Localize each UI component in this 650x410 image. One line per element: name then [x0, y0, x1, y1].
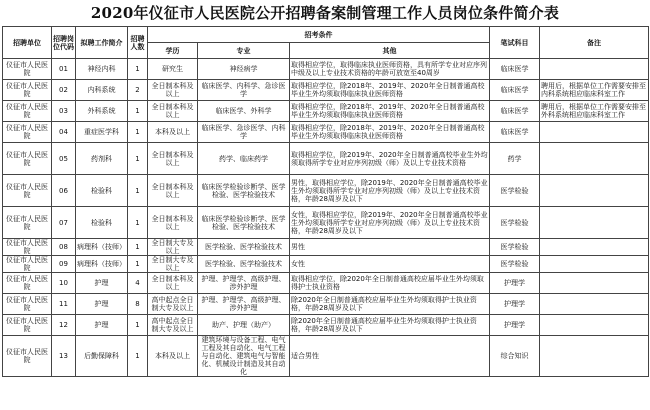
- cell-code: 01: [52, 59, 76, 80]
- header-code: 招聘岗位代码: [52, 27, 76, 59]
- cell-other: 取得相应学位，除2019年、2020年全日制普通高校毕业生外均须取得所学专业对应序列初级（师）及以上专业技术资格: [290, 143, 490, 175]
- cell-notes: [540, 315, 649, 336]
- cell-exam: 护理学: [490, 273, 540, 294]
- cell-major: 助产、护理（助产）: [198, 315, 290, 336]
- cell-position: 内科系统: [76, 80, 128, 101]
- cell-other: 女性，取得相应学位，除2019年、2020年全日制普通高校毕业生外均须取得所学专业对应序列初级（师）及以上专业技术资格，年龄28周岁及以下: [290, 207, 490, 239]
- cell-other: 适合男性: [290, 336, 490, 377]
- cell-count: 1: [128, 315, 148, 336]
- cell-education: 全日制本科及以上: [148, 175, 198, 207]
- cell-unit: 仪征市人民医院: [3, 80, 52, 101]
- cell-education: 全日制大专及以上: [148, 239, 198, 256]
- header-notes: 备注: [540, 27, 649, 59]
- cell-major: 医学检验、医学检验技术: [198, 256, 290, 273]
- cell-education: 全日制本科及以上: [148, 207, 198, 239]
- cell-count: 1: [128, 336, 148, 377]
- cell-position: 药剂科: [76, 143, 128, 175]
- cell-unit: 仪征市人民医院: [3, 294, 52, 315]
- table-row: [3, 143, 649, 175]
- cell-major: 临床医学、内科学、急诊医学: [198, 80, 290, 101]
- cell-code: 03: [52, 101, 76, 122]
- cell-notes: 聘用后，根据单位工作需要安排至外科系统相应临床科室工作: [540, 101, 649, 122]
- cell-major: 临床医学、急诊医学、内科学: [198, 122, 290, 143]
- cell-position: 检验科: [76, 207, 128, 239]
- cell-other: 除2020年全日制普通高校应届毕业生外均须取得护士执业资格，年龄28周岁及以下: [290, 315, 490, 336]
- cell-exam: 临床医学: [490, 122, 540, 143]
- cell-notes: [540, 336, 649, 377]
- cell-exam: 临床医学: [490, 101, 540, 122]
- cell-unit: 仪征市人民医院: [3, 273, 52, 294]
- cell-unit: 仪征市人民医院: [3, 207, 52, 239]
- header-exam: 笔试科目: [490, 27, 540, 59]
- header-education: 学历: [148, 43, 198, 59]
- cell-other: 女性: [290, 256, 490, 273]
- table-row: [3, 101, 649, 122]
- cell-exam: 综合知识: [490, 336, 540, 377]
- cell-other: 取得相应学位，取得临床执业医师资格，具有所学专业对应序列中级及以上专业技术资格的年龄可放宽至40周岁: [290, 59, 490, 80]
- cell-count: 1: [128, 239, 148, 256]
- table-row: [3, 175, 649, 207]
- cell-major: 药学、临床药学: [198, 143, 290, 175]
- cell-education: 高中起点全日制大专及以上: [148, 294, 198, 315]
- cell-other: 取得相应学位，除2018年、2019年、2020年全日制普通高校毕业生外均须取得临床执业医师资格: [290, 80, 490, 101]
- cell-exam: 医学检验: [490, 256, 540, 273]
- cell-count: 1: [128, 122, 148, 143]
- cell-education: 全日制本科及以上: [148, 143, 198, 175]
- cell-unit: 仪征市人民医院: [3, 256, 52, 273]
- cell-count: 1: [128, 143, 148, 175]
- cell-code: 08: [52, 239, 76, 256]
- table-row: [3, 239, 649, 256]
- cell-other: 取得相应学位，除2018年、2019年、2020年全日制普通高校毕业生外均须取得临床执业医师资格: [290, 122, 490, 143]
- cell-major: 建筑环境与设备工程、电气工程及其自动化、电气工程与自动化、建筑电气与智能化、机械设计制造及其自动化: [198, 336, 290, 377]
- cell-count: 8: [128, 294, 148, 315]
- cell-unit: 仪征市人民医院: [3, 239, 52, 256]
- cell-count: 1: [128, 101, 148, 122]
- table-row: [3, 80, 649, 101]
- cell-notes: [540, 122, 649, 143]
- table-row: [3, 59, 649, 80]
- cell-major: 临床医学检验诊断学、医学检验、医学检验技术: [198, 175, 290, 207]
- cell-notes: [540, 239, 649, 256]
- cell-notes: [540, 143, 649, 175]
- header-position: 拟聘工作简介: [76, 27, 128, 59]
- cell-exam: 医学检验: [490, 207, 540, 239]
- cell-other: 除2020年全日制普通高校应届毕业生外均须取得护士执业资格，年龄28周岁及以下: [290, 294, 490, 315]
- cell-code: 06: [52, 175, 76, 207]
- cell-code: 11: [52, 294, 76, 315]
- cell-other: 取得相应学位，除2020年全日制普通高校应届毕业生外均须取得护士执业资格: [290, 273, 490, 294]
- cell-notes: 聘用后，根据单位工作需要安排至内科系统相应临床科室工作: [540, 80, 649, 101]
- cell-unit: 仪征市人民医院: [3, 315, 52, 336]
- cell-education: 全日制大专及以上: [148, 256, 198, 273]
- cell-count: 1: [128, 175, 148, 207]
- cell-other: 男性: [290, 239, 490, 256]
- table-row: [3, 294, 649, 315]
- cell-notes: [540, 273, 649, 294]
- cell-major: 护理、护理学、高级护理、涉外护理: [198, 294, 290, 315]
- cell-notes: [540, 207, 649, 239]
- cell-exam: 护理学: [490, 294, 540, 315]
- cell-unit: 仪征市人民医院: [3, 122, 52, 143]
- cell-exam: 临床医学: [490, 59, 540, 80]
- cell-code: 10: [52, 273, 76, 294]
- cell-exam: 医学检验: [490, 239, 540, 256]
- header-major: 专业: [198, 43, 290, 59]
- cell-education: 高中起点全日制大专及以上: [148, 315, 198, 336]
- cell-position: 护理: [76, 315, 128, 336]
- cell-position: 病理科（技师）: [76, 256, 128, 273]
- cell-exam: 药学: [490, 143, 540, 175]
- cell-major: 护理、护理学、高级护理、涉外护理: [198, 273, 290, 294]
- cell-code: 09: [52, 256, 76, 273]
- cell-unit: 仪征市人民医院: [3, 143, 52, 175]
- cell-exam: 医学检验: [490, 175, 540, 207]
- cell-position: 后勤保障科: [76, 336, 128, 377]
- cell-other: 男性，取得相应学位，除2019年、2020年全日制普通高校毕业生外均须取得所学专业对应序列初级（师）及以上专业技术资格，年龄28周岁及以下: [290, 175, 490, 207]
- cell-exam: 护理学: [490, 315, 540, 336]
- table-row: [3, 273, 649, 294]
- cell-unit: 仪征市人民医院: [3, 175, 52, 207]
- cell-unit: 仪征市人民医院: [3, 101, 52, 122]
- cell-other: 取得相应学位，除2018年、2019年、2020年全日制普通高校毕业生外均须取得临床执业医师资格: [290, 101, 490, 122]
- table-row: [3, 122, 649, 143]
- cell-position: 神经内科: [76, 59, 128, 80]
- cell-code: 05: [52, 143, 76, 175]
- cell-code: 13: [52, 336, 76, 377]
- cell-education: 全日制本科及以上: [148, 101, 198, 122]
- header-count: 招聘人数: [128, 27, 148, 59]
- table-row: [3, 315, 649, 336]
- cell-code: 02: [52, 80, 76, 101]
- header-other: 其他: [290, 43, 490, 59]
- cell-education: 全日制本科及以上: [148, 273, 198, 294]
- cell-position: 重症医学科: [76, 122, 128, 143]
- cell-count: 4: [128, 273, 148, 294]
- cell-major: 医学检验、医学检验技术: [198, 239, 290, 256]
- page-title: 2020年仪征市人民医院公开招聘备案制管理工作人员岗位条件简介表: [90, 4, 560, 22]
- cell-unit: 仪征市人民医院: [3, 336, 52, 377]
- cell-major: 神经病学: [198, 59, 290, 80]
- cell-position: 护理: [76, 294, 128, 315]
- cell-count: 2: [128, 80, 148, 101]
- cell-code: 07: [52, 207, 76, 239]
- table-row: [3, 336, 649, 377]
- cell-notes: [540, 294, 649, 315]
- cell-education: 本科及以上: [148, 336, 198, 377]
- cell-position: 病理科（技师）: [76, 239, 128, 256]
- cell-unit: 仪征市人民医院: [3, 59, 52, 80]
- cell-position: 外科系统: [76, 101, 128, 122]
- cell-position: 检验科: [76, 175, 128, 207]
- header-unit: 招聘单位: [3, 27, 52, 59]
- positions-table: [2, 26, 649, 377]
- cell-code: 12: [52, 315, 76, 336]
- cell-notes: [540, 175, 649, 207]
- cell-major: 临床医学、外科学: [198, 101, 290, 122]
- table-row: [3, 256, 649, 273]
- cell-count: 1: [128, 207, 148, 239]
- cell-major: 临床医学检验诊断学、医学检验、医学检验技术: [198, 207, 290, 239]
- cell-exam: 临床医学: [490, 80, 540, 101]
- cell-notes: [540, 256, 649, 273]
- cell-education: 全日制本科及以上: [148, 80, 198, 101]
- cell-education: 本科及以上: [148, 122, 198, 143]
- table-row: [3, 207, 649, 239]
- cell-code: 04: [52, 122, 76, 143]
- cell-notes: [540, 59, 649, 80]
- header-conditions: 招考条件: [148, 27, 490, 43]
- cell-education: 研究生: [148, 59, 198, 80]
- cell-count: 1: [128, 256, 148, 273]
- cell-count: 1: [128, 59, 148, 80]
- cell-position: 护理: [76, 273, 128, 294]
